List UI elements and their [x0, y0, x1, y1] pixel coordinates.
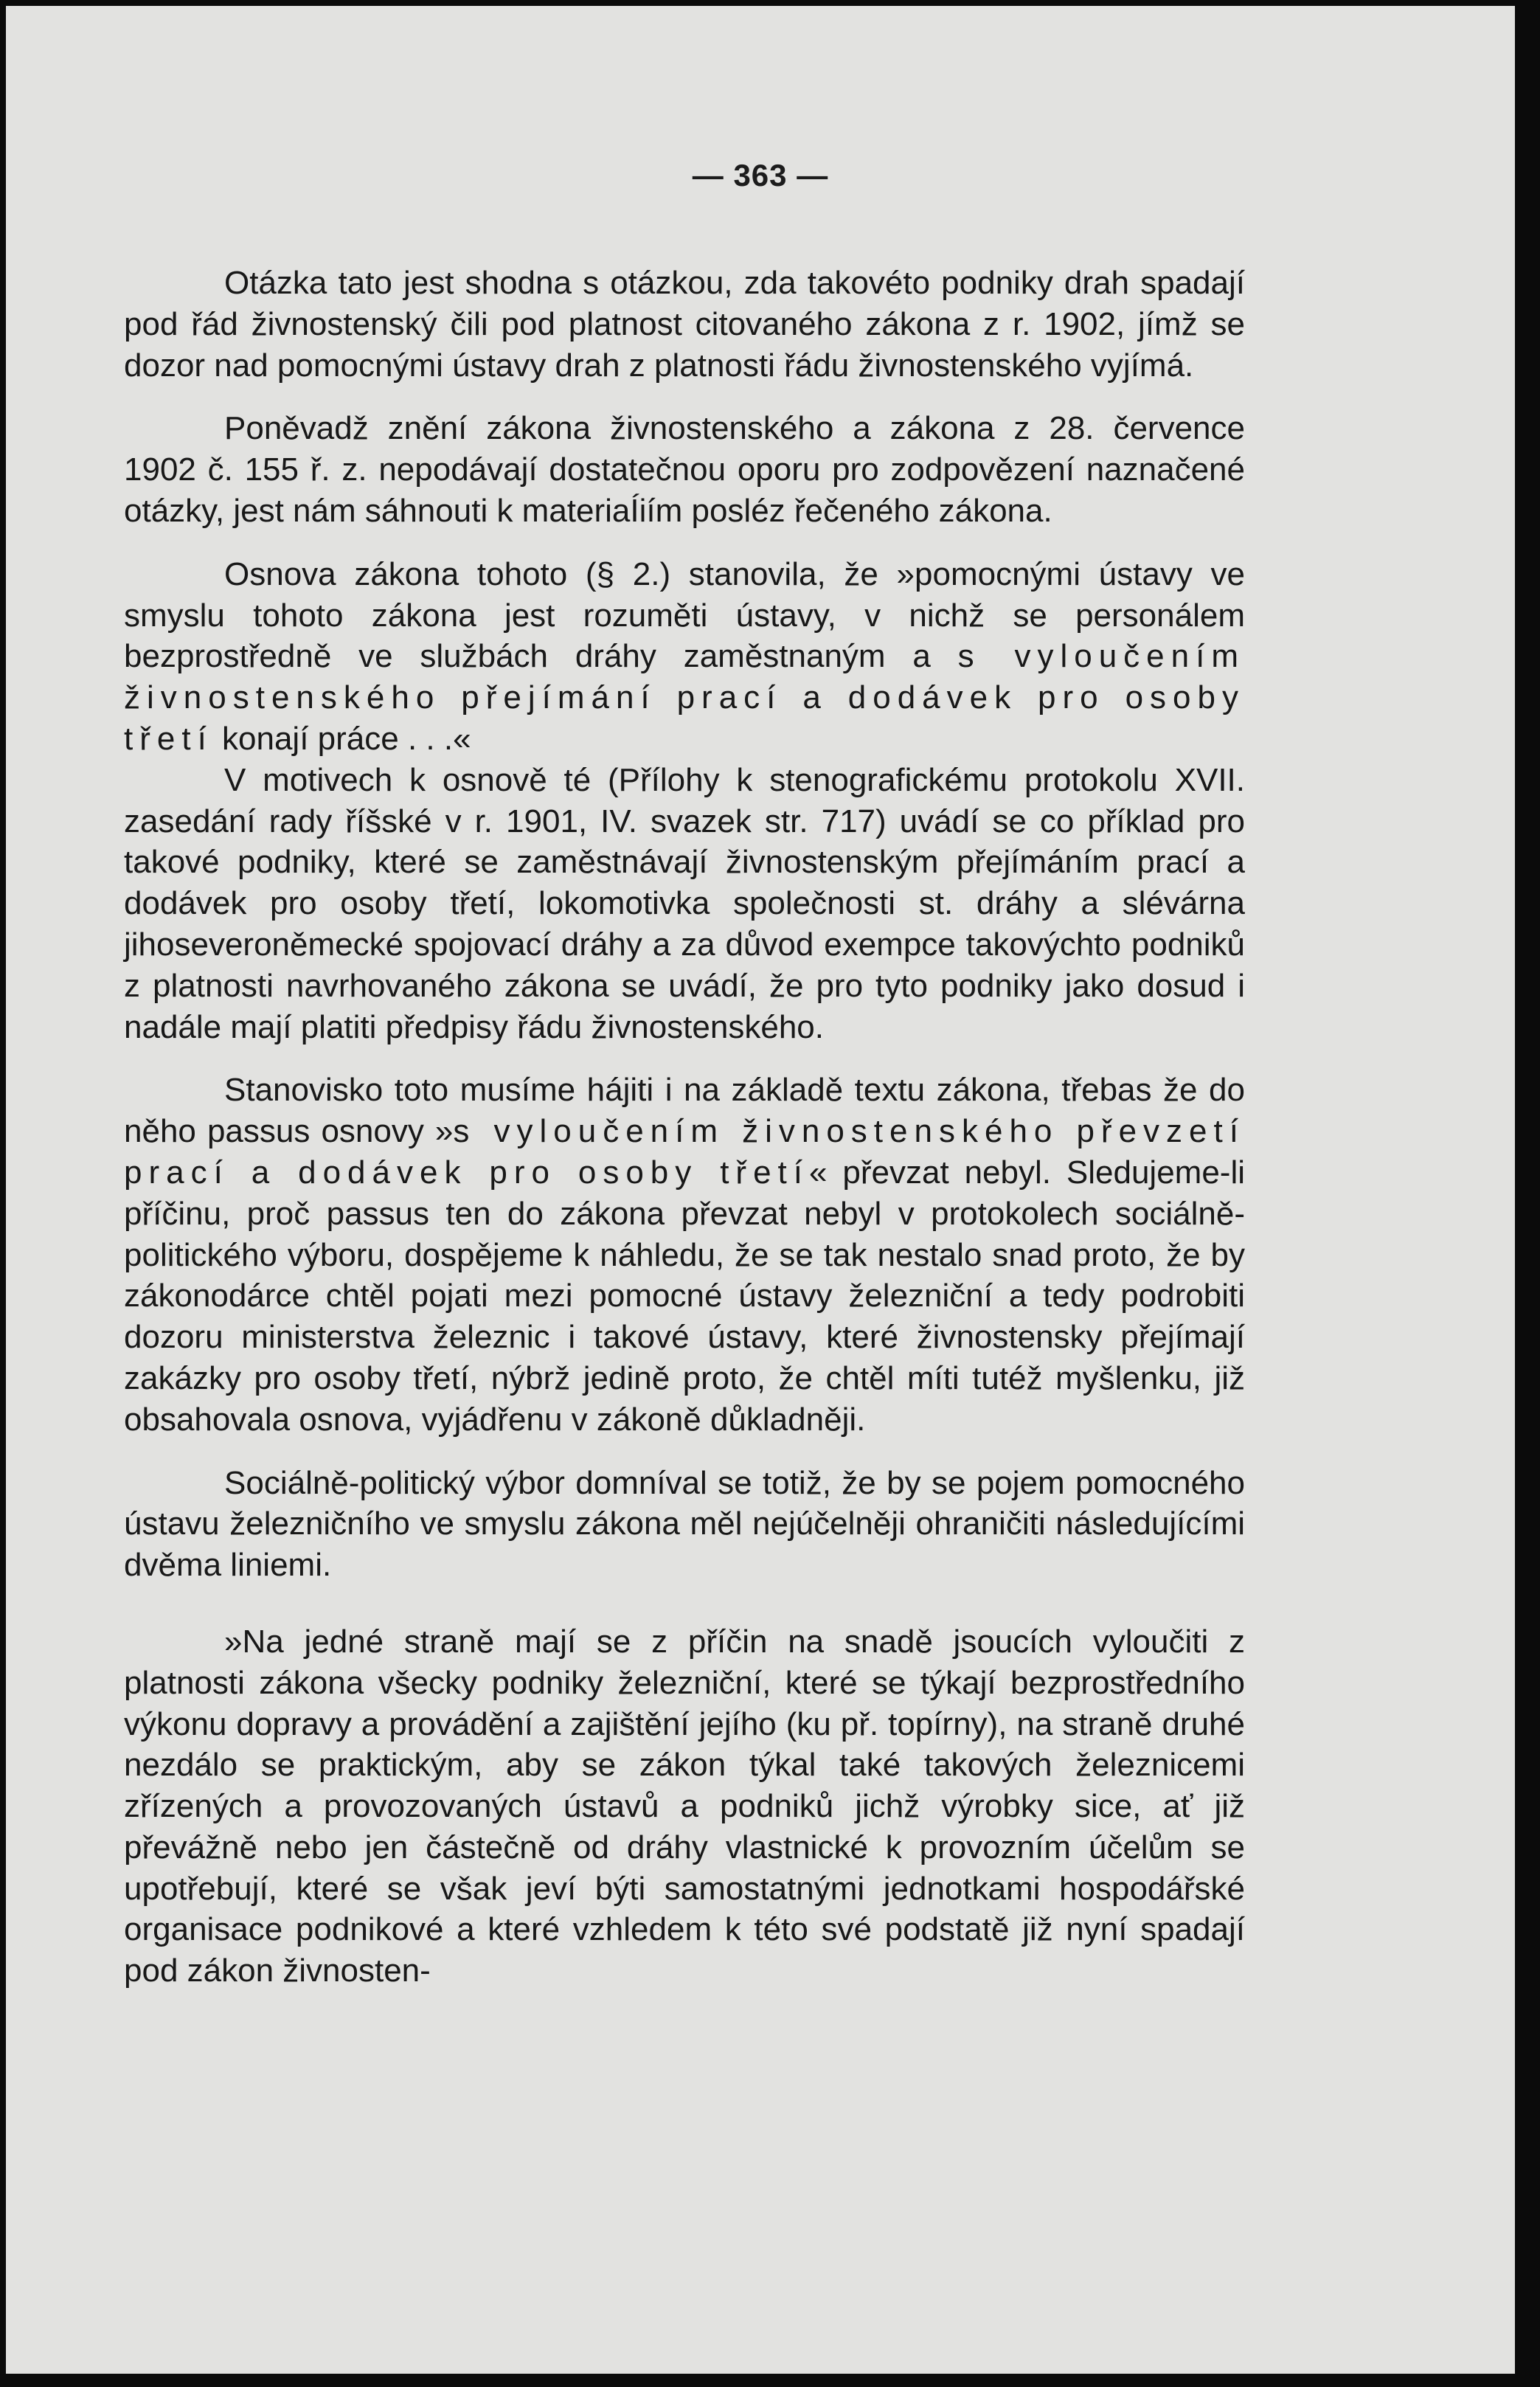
- paragraph-5-emphasis: s vyloučením živnostenského převzetí prací a dodávek pro osoby třetí: [124, 1113, 1245, 1191]
- paragraph-2: Poněvadž znění zákona živnostenského a zákona z 28. července 1902 č. 155 ř. z. nepodávají dostatečnou oporu pro zodpovězení naznačené otázky, jest nám sáhnouti k materiaÍiím posléz řečeného zákona.: [124, 410, 1245, 529]
- paragraph-6: Sociálně-politický výbor domníval se totiž, že by se pojem pomocného ústavu železničního ve smyslu zákona měl nejúčelněji ohraničiti následujícími dvěma liniemi.: [124, 1464, 1245, 1584]
- paragraph-5-lead: Stanovisko toto musíme hájiti i na základě textu zákona, třebas že do něho passus osnovy »: [124, 1072, 1245, 1150]
- paragraph-3-tail: konají práce . . .«: [212, 720, 471, 757]
- paragraph-1: Otázka tato jest shodna s otázkou, zda takovéto podniky drah spadají pod řád živnostenský čili pod platnost citovaného zákona z r. 1902, jímž se dozor nad pomocnými ústavy drah z platnosti řádu živnostenského vyjímá.: [124, 265, 1245, 384]
- paragraph-5: [124, 1070, 1245, 1440]
- paragraph-7: »Na jedné straně mají se z příčin na snadě jsoucích vyloučiti z platnosti zákona všecky podniky železniční, které se týkají bezprostředního výkonu dopravy a provádění a zajištění jejího (ku př. topírny), na straně druhé nezdálo se praktickým, aby se zákon týkal také takových železnicemi zřízených a provozovaných ústavů a podniků jichž výrobky sice, ať již převážně nebo jen částečně od dráhy vlastnické k provozním účelům se upotřebují, které se však jeví býti samostatnými jednotkami hospodářské organisace podnikové a které vzhledem k této své podstatě již nyní spadají pod zákon živnosten-: [124, 1623, 1245, 1989]
- paragraph-3: [124, 554, 1245, 760]
- paragraph-4: V motivech k osnově té (Přílohy k stenografickému protokolu XVII. zasedání rady říšské v r. 1901, IV. svazek str. 717) uvádí se co příklad pro takové podniky, které se zaměstnávají živnostenským přejímáním prací a dodávek pro osoby třetí, lokomotivka společnosti st. dráhy a slévárna jihoseveroněmecké spojovací dráhy a za důvod exempce takovýchto podniků z platnosti navrhovaného zákona se uvádí, že pro tyto podniky jako dosud i nadále mají platiti předpisy řádu živnostenského.: [124, 761, 1245, 1045]
- paragraph-3-emphasis: s vyloučením živnostenského přejímání prací a dodávek pro osoby třetí: [124, 638, 1245, 757]
- text-column: [124, 263, 1245, 1992]
- page-number: — 363 —: [692, 158, 829, 193]
- paragraph-3-lead: Osnova zákona tohoto (§ 2.) stanovila, že »pomocnými ústavy ve smyslu tohoto zákona jest rozuměti ústavy, v nichž se personálem bezprostředně ve službách dráhy zaměstnaným a: [124, 555, 1245, 675]
- paragraph-5-tail: « převzat nebyl. Sledujeme-li příčinu, proč passus ten do zákona převzat nebyl v protokolech sociálně-politického výboru, dospějeme k náhledu, že se tak nestalo snad proto, že by zákonodárce chtěl pojati mezi pomocné ústavy železniční a tedy podrobiti dozoru ministerstva železnic i takové ústavy, které živnostensky přejímají zakázky pro osoby třetí, nýbrž jedině proto, že chtěl míti tutéž myšlenku, již obsahovala osnova, vyjádřenu v zákoně důkladněji.: [124, 1154, 1246, 1438]
- scanned-page: [6, 6, 1515, 2374]
